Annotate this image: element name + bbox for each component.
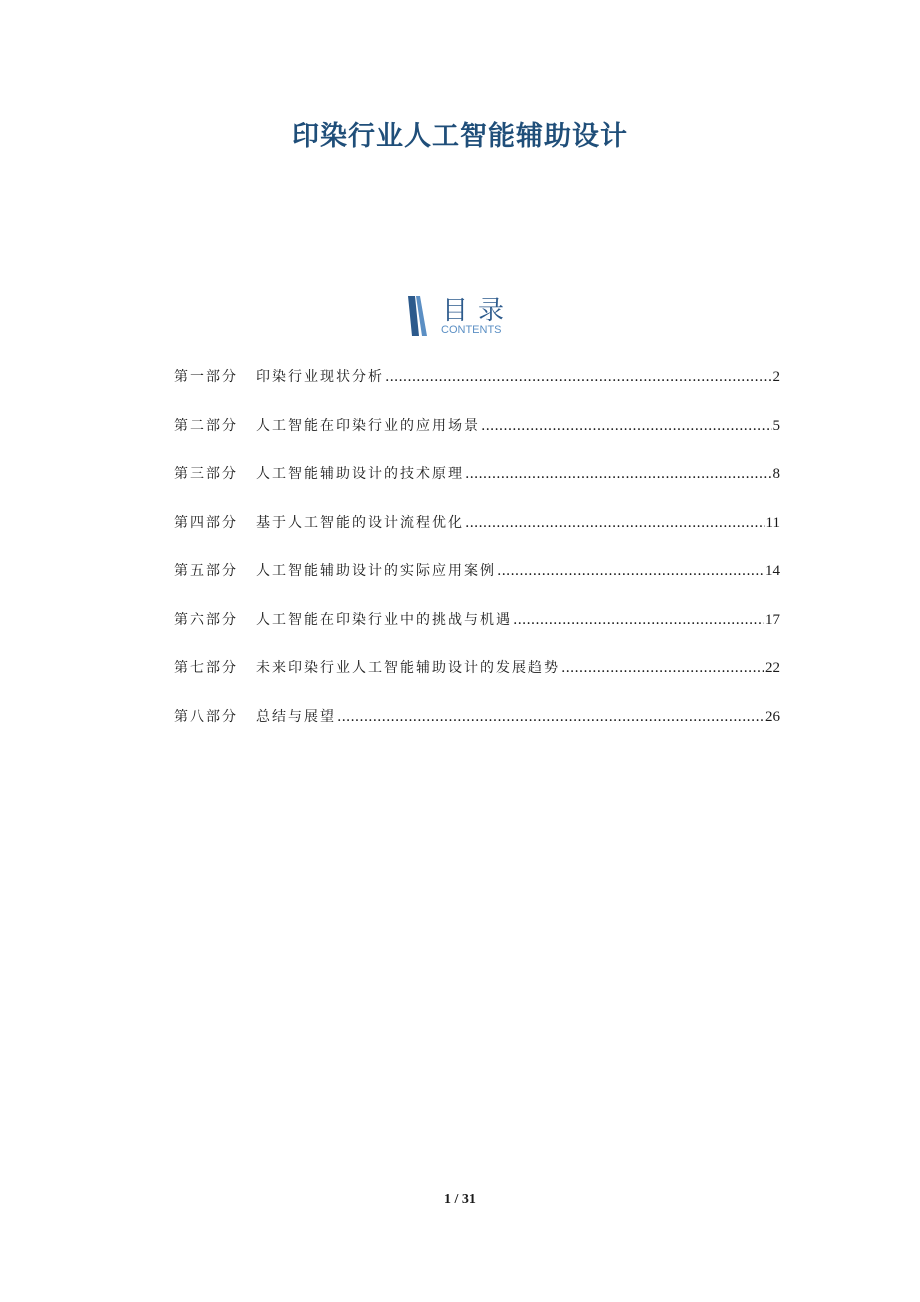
toc-entry[interactable] <box>174 463 780 512</box>
toc-leader-dots <box>481 418 772 434</box>
toc-entry-part: 第六部分 <box>174 611 238 628</box>
toc-list <box>174 366 780 754</box>
toc-leader-dots <box>465 515 765 531</box>
toc-heading: 目录 <box>442 296 515 326</box>
toc-entry-title: 印染行业现状分析 <box>256 369 384 385</box>
toc-entry-part: 第三部分 <box>174 466 238 482</box>
toc-entry[interactable] <box>174 609 780 658</box>
toc-leader-dots <box>561 660 764 676</box>
toc-entry-part: 第五部分 <box>174 563 238 579</box>
toc-entry-title: 人工智能在印染行业的应用场景 <box>256 417 480 434</box>
toc-entry-page: 14 <box>765 563 780 579</box>
toc-leader-dots <box>337 709 764 725</box>
page-number: 1 / 31 <box>444 1192 476 1207</box>
contents-logo-icon <box>406 296 430 336</box>
toc-leader-dots <box>513 612 764 628</box>
toc-entry[interactable] <box>174 512 780 561</box>
toc-entry-page: 17 <box>765 611 780 628</box>
toc-entry-title: 人工智能辅助设计的实际应用案例 <box>256 563 496 579</box>
toc-entry-title: 总结与展望 <box>256 708 336 725</box>
toc-entry[interactable] <box>174 366 780 415</box>
toc-entry-part: 第七部分 <box>174 660 238 676</box>
toc-entry[interactable] <box>174 706 780 755</box>
toc-leader-dots <box>465 466 772 482</box>
toc-entry[interactable] <box>174 657 780 706</box>
toc-entry-title: 人工智能辅助设计的技术原理 <box>256 466 464 482</box>
toc-entry-title: 人工智能在印染行业中的挑战与机遇 <box>256 611 512 628</box>
toc-leader-dots <box>497 563 764 579</box>
toc-heading-en: CONTENTS <box>441 324 502 336</box>
toc-entry[interactable] <box>174 415 780 464</box>
toc-entry-page: 5 <box>772 417 780 434</box>
toc-entry[interactable] <box>174 560 780 609</box>
toc-entry-part: 第二部分 <box>174 417 238 434</box>
toc-header <box>406 292 526 340</box>
toc-entry-page: 2 <box>772 369 780 385</box>
document-title: 印染行业人工智能辅助设计 <box>292 121 628 152</box>
toc-entry-page: 8 <box>772 466 780 482</box>
toc-entry-title: 未来印染行业人工智能辅助设计的发展趋势 <box>256 660 560 676</box>
toc-entry-part: 第四部分 <box>174 514 238 531</box>
toc-entry-page: 11 <box>765 514 780 531</box>
toc-entry-part: 第八部分 <box>174 708 238 725</box>
toc-entry-title: 基于人工智能的设计流程优化 <box>256 514 464 531</box>
toc-entry-part: 第一部分 <box>174 369 238 385</box>
toc-entry-page: 26 <box>765 708 780 725</box>
toc-leader-dots <box>385 369 772 385</box>
toc-entry-page: 22 <box>765 660 780 676</box>
